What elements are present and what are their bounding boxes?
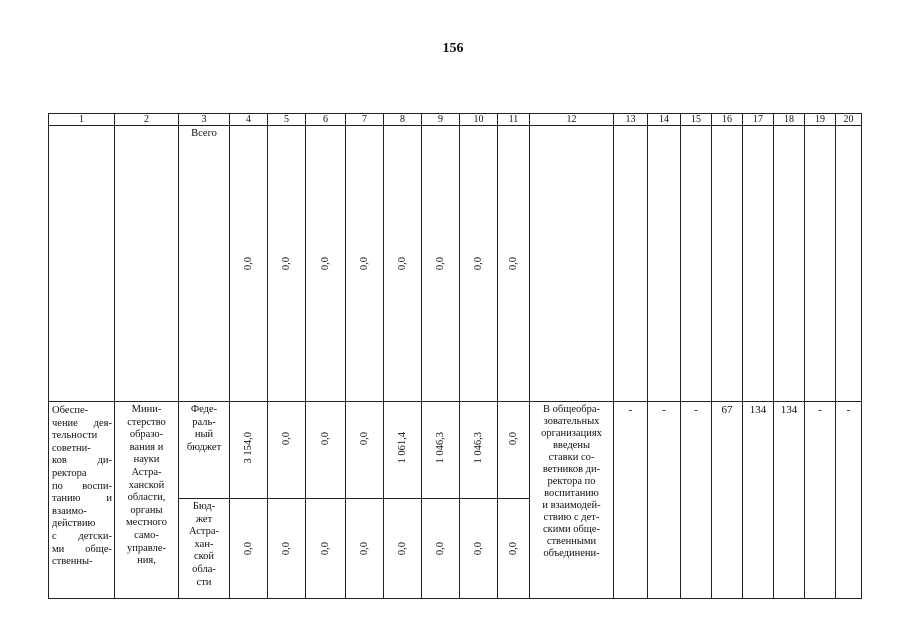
total-value-text: 0,0 [473, 256, 484, 271]
total-row-name-cell [48, 126, 115, 402]
regional-value-text: 0,0 [435, 541, 446, 556]
regional-budget-value [498, 499, 530, 599]
federal-value-text: 0,0 [508, 432, 519, 446]
measure-name-line: взаимо- [52, 505, 87, 517]
column-number-header: 13 [614, 113, 648, 126]
federal-budget-value [306, 402, 346, 499]
total-row-empty-cell [836, 126, 862, 402]
column-number-header: 14 [648, 113, 681, 126]
regional-budget-value [384, 499, 422, 599]
total-value-text: 0,0 [397, 256, 408, 271]
regional-value-text: 0,0 [473, 541, 484, 556]
total-row-empty-cell [530, 126, 614, 402]
regional-value-text: 0,0 [397, 541, 408, 556]
target-value: - [681, 402, 712, 599]
total-row-value [498, 126, 530, 402]
regional-budget-value [346, 499, 384, 599]
total-row-empty-cell [774, 126, 805, 402]
total-row-empty-cell [614, 126, 648, 402]
total-row-value [306, 126, 346, 402]
column-number-header: 5 [268, 113, 306, 126]
federal-budget-value [384, 402, 422, 499]
column-number-header: 19 [805, 113, 836, 126]
federal-value-text: 1 061,4 [397, 432, 408, 464]
target-value: - [836, 402, 862, 599]
total-row-value [384, 126, 422, 402]
total-row-empty-cell [805, 126, 836, 402]
column-number-header: 7 [346, 113, 384, 126]
total-row-executor-cell [115, 126, 179, 402]
measure-indicator: В общеобра- зовательных организациях введены ставки со- ветников ди- ректора по воспитанию и взаимодей- ствию с дет- скими обще- ственными объединени- [530, 402, 614, 599]
total-value-text: 0,0 [281, 256, 292, 271]
total-value-text: 0,0 [320, 256, 331, 271]
regional-budget-value [306, 499, 346, 599]
target-value: 67 [712, 402, 743, 599]
measure-name-line: советни- [52, 442, 91, 454]
regional-budget-value [460, 499, 498, 599]
target-value: - [648, 402, 681, 599]
measure-name-line: ственны- [52, 556, 93, 568]
column-number-header: 11 [498, 113, 530, 126]
federal-budget-source: Феде- раль- ный бюджет [179, 402, 230, 499]
column-number-header: 9 [422, 113, 460, 126]
federal-budget-value [422, 402, 460, 499]
federal-budget-value [346, 402, 384, 499]
regional-budget-value [230, 499, 268, 599]
regional-value-text: 0,0 [243, 541, 254, 556]
federal-budget-value [268, 402, 306, 499]
federal-budget-value [230, 402, 268, 499]
measure-name-line: действию [52, 518, 96, 530]
column-number-header: 8 [384, 113, 422, 126]
total-row-value [346, 126, 384, 402]
column-number-header: 12 [530, 113, 614, 126]
federal-budget-value [498, 402, 530, 499]
total-row-value [268, 126, 306, 402]
column-number-header: 1 [48, 113, 115, 126]
total-row-source: Всего [179, 126, 230, 402]
total-row-empty-cell [743, 126, 774, 402]
column-number-header: 16 [712, 113, 743, 126]
regional-budget-value [422, 499, 460, 599]
measure-name-line: Обеспе- [52, 405, 89, 416]
measure-name-line: танию и [52, 493, 112, 505]
total-row-value [422, 126, 460, 402]
total-value-text: 0,0 [243, 256, 254, 271]
regional-budget-source: Бюд- жет Астра- хан- ской обла- сти [179, 499, 230, 599]
target-value: - [805, 402, 836, 599]
target-value: 134 [743, 402, 774, 599]
total-row-value [230, 126, 268, 402]
federal-budget-value [460, 402, 498, 499]
measure-executor: Мини- стерство образо- вания и науки Астра- ханской области, органы местного само- управле- ния, [115, 402, 179, 599]
column-number-header: 20 [836, 113, 862, 126]
total-value-text: 0,0 [359, 256, 370, 271]
federal-value-text: 3 154,0 [243, 432, 254, 464]
column-number-header: 2 [115, 113, 179, 126]
federal-value-text: 0,0 [281, 432, 292, 446]
measure-name [48, 402, 115, 599]
column-number-header: 17 [743, 113, 774, 126]
column-number-header: 3 [179, 113, 230, 126]
total-row-empty-cell [681, 126, 712, 402]
measure-name-line: ректора [52, 467, 87, 479]
measure-name-line: ков ди- [52, 455, 112, 467]
regional-value-text: 0,0 [508, 541, 519, 556]
measure-name-line: с детски- [52, 530, 112, 542]
column-number-header: 15 [681, 113, 712, 126]
regional-budget-value [268, 499, 306, 599]
target-value: - [614, 402, 648, 599]
regional-value-text: 0,0 [281, 541, 292, 556]
federal-value-text: 1 046,3 [435, 432, 446, 464]
federal-value-text: 1 046,3 [473, 432, 484, 464]
page-number: 156 [442, 41, 464, 56]
measure-name-line: по воспи- [52, 480, 112, 492]
total-row-value [460, 126, 498, 402]
regional-value-text: 0,0 [359, 541, 370, 556]
total-row-empty-cell [648, 126, 681, 402]
data-table [48, 113, 872, 599]
column-number-header: 18 [774, 113, 805, 126]
measure-name-line: чение дея- [52, 417, 112, 429]
column-number-header: 4 [230, 113, 268, 126]
total-row-empty-cell [712, 126, 743, 402]
target-value: 134 [774, 402, 805, 599]
total-value-text: 0,0 [435, 256, 446, 271]
federal-value-text: 0,0 [359, 432, 370, 446]
measure-name-line: ми обще- [52, 543, 112, 555]
column-number-header: 6 [306, 113, 346, 126]
column-number-header: 10 [460, 113, 498, 126]
regional-value-text: 0,0 [320, 541, 331, 556]
total-value-text: 0,0 [508, 256, 519, 271]
measure-name-line: тельности [52, 430, 98, 442]
federal-value-text: 0,0 [320, 432, 331, 446]
